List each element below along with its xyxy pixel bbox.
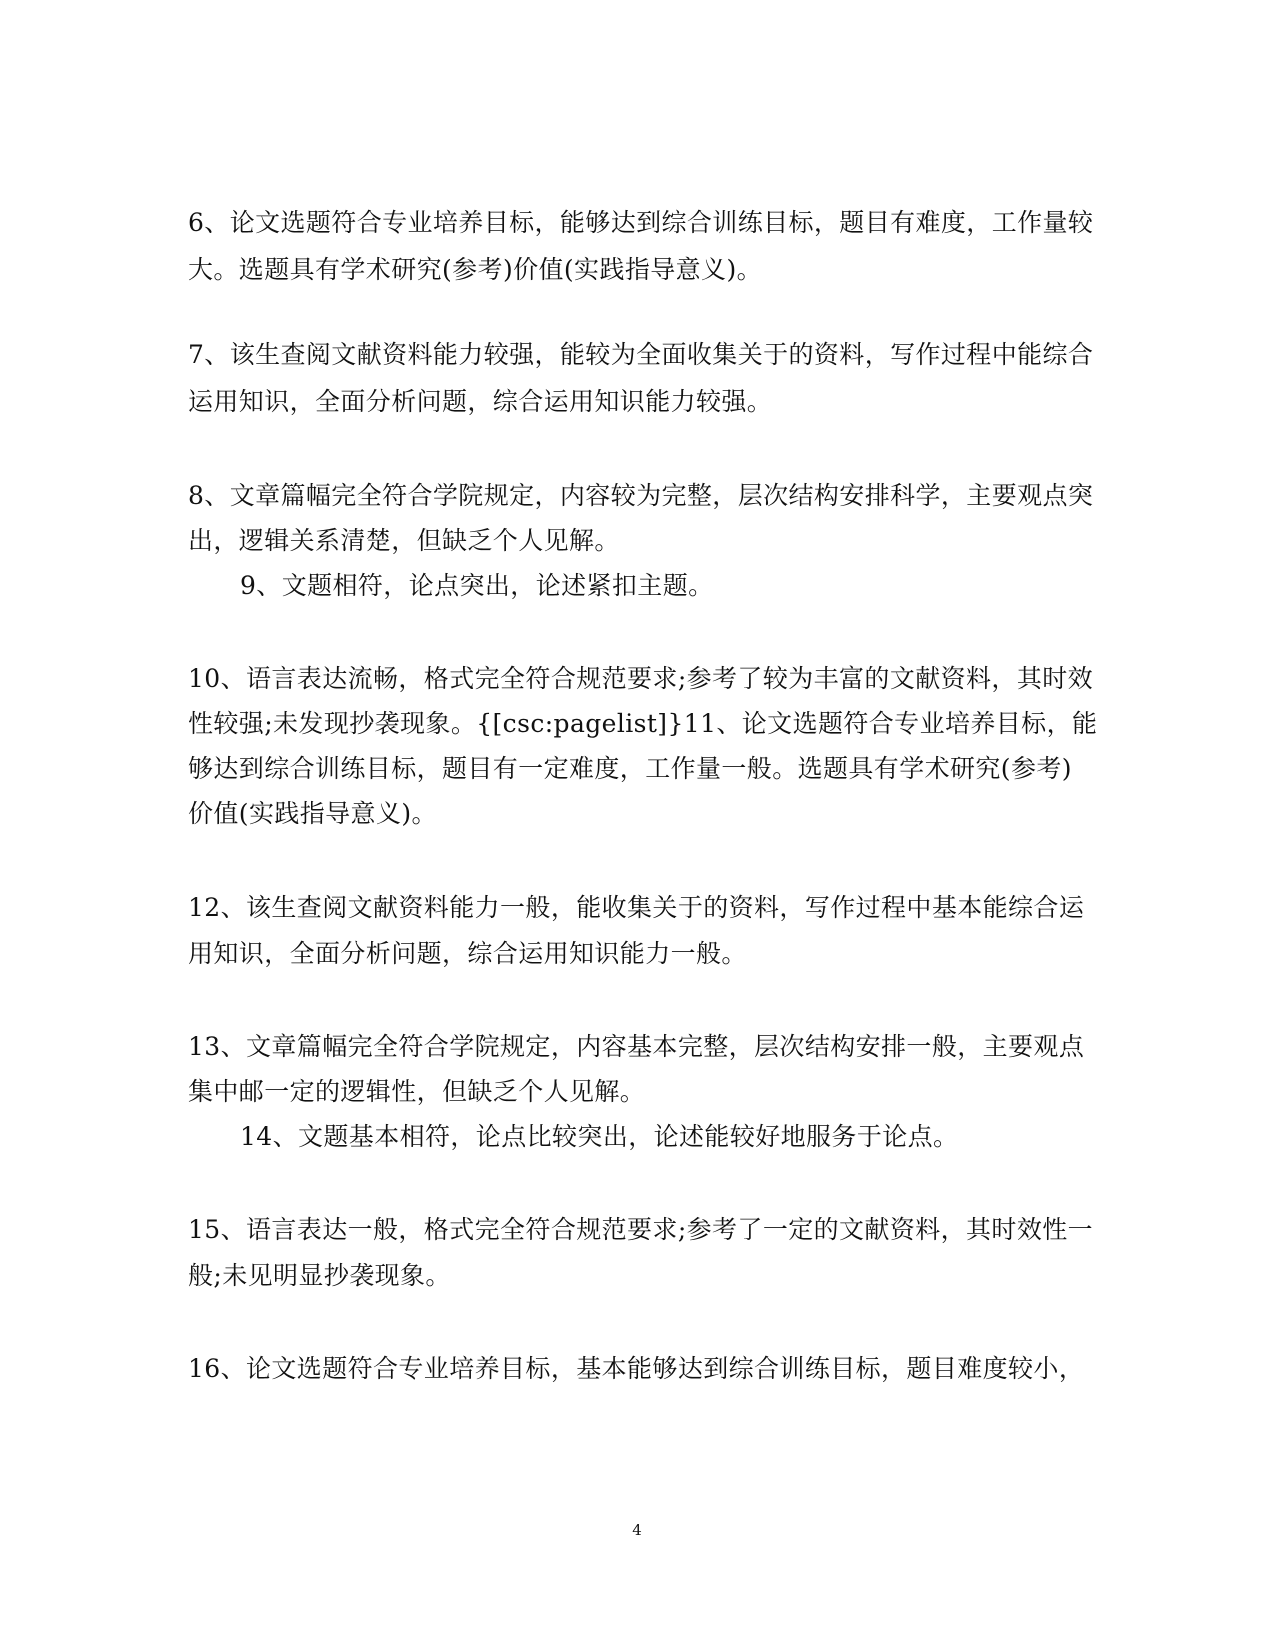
text-line-item7-part1: 7、该生查阅文献资料能力较强，能较为全面收集关于的资料，写作过程中能综合 [188, 340, 1094, 369]
text-line-item12-part2: 用知识，全面分析问题，综合运用知识能力一般。 [188, 939, 747, 968]
text-line-item6-part2: 大。选题具有学术研究(参考)价值(实践指导意义)。 [188, 255, 763, 284]
text-line-item6-part1: 6、论文选题符合专业培养目标，能够达到综合训练目标，题目有难度，工作量较 [188, 208, 1094, 237]
text-line-item16-part1: 16、论文选题符合专业培养目标，基本能够达到综合训练目标，题目难度较小， [188, 1354, 1085, 1383]
page-number: 4 [632, 1521, 642, 1539]
text-line-item8-part1: 8、文章篇幅完全符合学院规定，内容较为完整，层次结构安排科学，主要观点突 [188, 481, 1094, 510]
text-line-item15-part1: 15、语言表达一般，格式完全符合规范要求;参考了一定的文献资料，其时效性一 [188, 1215, 1094, 1244]
text-line-item13-part1: 13、文章篇幅完全符合学院规定，内容基本完整，层次结构安排一般，主要观点 [188, 1032, 1085, 1061]
text-line-item15-part2: 般;未见明显抄袭现象。 [188, 1261, 451, 1290]
text-line-item7-part2: 运用知识，全面分析问题，综合运用知识能力较强。 [188, 387, 773, 416]
text-line-item14: 14、文题基本相符，论点比较突出，论述能较好地服务于论点。 [240, 1122, 959, 1151]
text-line-item9: 9、文题相符，论点突出，论述紧扣主题。 [240, 571, 714, 600]
text-line-item11-part1: 够达到综合训练目标，题目有一定难度，工作量一般。选题具有学术研究(参考) [188, 754, 1072, 783]
text-line-item10-part1: 10、语言表达流畅，格式完全符合规范要求;参考了较为丰富的文献资料，其时效 [188, 664, 1094, 693]
text-line-item8-part2: 出，逻辑关系清楚，但缺乏个人见解。 [188, 526, 620, 555]
text-line-item10-part2: 性较强;未发现抄袭现象。{[csc:pagelist]}11、论文选题符合专业培养目标，能 [188, 709, 1098, 738]
text-line-item12-part1: 12、该生查阅文献资料能力一般，能收集关于的资料，写作过程中基本能综合运 [188, 893, 1085, 922]
text-line-item13-part2: 集中邮一定的逻辑性，但缺乏个人见解。 [188, 1077, 646, 1106]
text-line-item11-part2: 价值(实践指导意义)。 [188, 799, 437, 828]
